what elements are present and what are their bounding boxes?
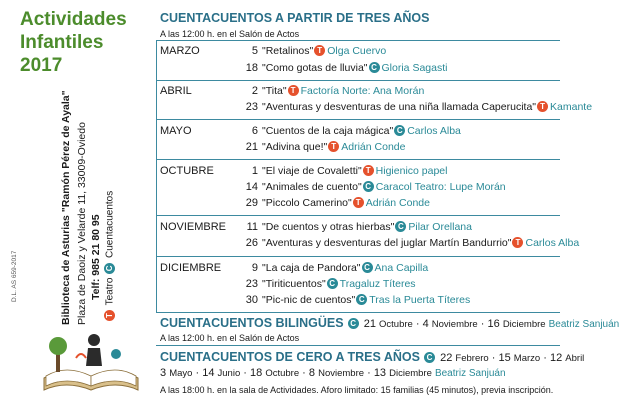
month-label: OCTUBRE [160, 165, 214, 177]
divider [156, 40, 157, 312]
zero-title: CUENTACUENTOS DE CERO A TRES AÑOS [160, 350, 420, 364]
date-month: Octubre [265, 368, 300, 379]
event-performer: Beatriz Sanjuán [434, 368, 506, 379]
theatre-icon: T [353, 197, 364, 208]
theatre-icon: T [314, 45, 325, 56]
date-month: Junio [217, 368, 241, 379]
divider [156, 256, 560, 257]
date-day: 18 [250, 367, 263, 379]
library-address: Plaza de Daoiz y Velarde 11, 33009-Oviedo [76, 122, 88, 325]
month-label: MARZO [160, 45, 200, 57]
event-performer: Pilar Orellana [408, 221, 472, 233]
event-title: "La caja de Pandora" [262, 262, 361, 274]
event-title: "Aventuras y desventuras de una niña llamada Caperucita" [262, 101, 537, 113]
event-row [238, 261, 428, 275]
date-month: Diciembre [389, 368, 432, 379]
storytelling-icon: C [348, 318, 359, 329]
event-day: 30 [245, 294, 258, 306]
date-day: 15 [498, 352, 511, 364]
event-performer: Higienico papel [375, 165, 448, 177]
divider [156, 345, 560, 346]
event-day: 6 [251, 125, 258, 137]
book-illustration-icon [36, 328, 146, 398]
legal-deposit: D.L. AS 659-2017 [11, 250, 18, 302]
storytelling-icon: C [327, 278, 338, 289]
section-title: CUENTACUENTOS A PARTIR DE TRES AÑOS [160, 11, 430, 25]
date-month: Marzo [513, 353, 541, 364]
date-day: 14 [202, 367, 215, 379]
bilingual-subtitle: A las 12:00 h. en el Salón de Actos [160, 333, 300, 343]
event-row [238, 124, 461, 138]
month-label: ABRIL [160, 85, 192, 97]
event-title: "Pic-nic de cuentos" [262, 294, 356, 306]
date-month: Noviembre [431, 319, 478, 330]
date-day: 16 [487, 318, 500, 330]
event-row [238, 180, 506, 194]
bilingual-line: CUENTACUENTOS BILINGÜES C 21 Octubre · 4 Noviembre · 16 Diciembre Beatriz Sanjuán [160, 316, 620, 330]
event-row [238, 164, 447, 178]
event-performer: Caracol Teatro: Lupe Morán [375, 181, 506, 193]
event-title: "Retalinos" [262, 45, 314, 57]
theatre-icon: T [512, 237, 523, 248]
event-row [238, 61, 447, 75]
zero-line-1: CUENTACUENTOS DE CERO A TRES AÑOS C 22 Febrero · 15 Marzo · 12 Abril [160, 350, 585, 364]
event-performer: Beatriz Sanjuán [548, 319, 620, 330]
event-performer: Ana Capilla [374, 262, 429, 274]
event-day: 9 [251, 262, 258, 274]
page-title [20, 8, 150, 77]
event-performer: Factoría Norte: Ana Morán [300, 85, 425, 97]
event-row [238, 84, 424, 98]
library-phone: Telf: 985 21 80 95 [90, 214, 102, 300]
event-row [238, 44, 386, 58]
legend-storytelling: Cuentacuentos [104, 190, 116, 259]
event-title: "Aventuras y desventuras del juglar Martín Bandurrio" [262, 237, 512, 249]
event-day: 1 [251, 165, 258, 177]
storytelling-icon: C [424, 352, 435, 363]
event-day: 26 [245, 237, 258, 249]
month-label: DICIEMBRE [160, 262, 222, 274]
divider [156, 119, 560, 120]
date-day: 4 [422, 318, 429, 330]
event-day: 11 [246, 221, 258, 233]
storytelling-icon: C [395, 221, 406, 232]
date-day: 13 [373, 367, 387, 379]
month-label: NOVIEMBRE [160, 221, 227, 233]
event-row [238, 293, 470, 307]
event-performer: Tras la Puerta Títeres [369, 294, 471, 306]
event-row [238, 236, 579, 250]
date-day: 3 [160, 367, 167, 379]
event-row [238, 277, 416, 291]
date-month: Abril [565, 353, 585, 364]
event-title: "Adivina que!" [262, 141, 328, 153]
event-title: "Como gotas de lluvia" [262, 62, 368, 74]
event-day: 5 [251, 45, 258, 57]
event-day: 23 [245, 278, 258, 290]
divider [156, 215, 560, 216]
legend [104, 191, 116, 322]
event-performer: Adrián Conde [365, 197, 430, 209]
event-performer: Carlos Alba [407, 125, 461, 137]
storytelling-icon: C [356, 294, 367, 305]
event-day: 14 [245, 181, 258, 193]
storytelling-icon: C [104, 263, 115, 274]
event-row [238, 100, 592, 114]
event-performer: Olga Cuervo [327, 45, 387, 57]
title-line-2: Infantiles [20, 32, 104, 53]
event-performer: Gloria Sagasti [381, 62, 448, 74]
storytelling-icon: C [363, 181, 374, 192]
event-title: "Animales de cuento" [262, 181, 362, 193]
event-row [238, 220, 472, 234]
event-row [238, 140, 405, 154]
event-performer: Adrián Conde [341, 141, 406, 153]
event-day: 18 [245, 62, 258, 74]
date-month: Mayo [169, 368, 193, 379]
event-day: 2 [251, 85, 258, 97]
event-day: 23 [245, 101, 258, 113]
library-name: Biblioteca de Asturias "Ramón Pérez de Ayala" [60, 90, 72, 325]
theatre-icon: T [288, 85, 299, 96]
theatre-icon: T [363, 165, 374, 176]
event-day: 29 [245, 197, 258, 209]
event-performer: Tragaluz Títeres [339, 278, 416, 290]
bilingual-title: CUENTACUENTOS BILINGÜES [160, 316, 344, 330]
zero-subtitle: A las 18:00 h. en la sala de Actividades. Aforo limitado: 15 familias (45 minutos), previa inscripción. [160, 385, 554, 395]
event-title: "Cuentos de la caja mágica" [262, 125, 394, 137]
event-title: "El viaje de Covaletti" [262, 165, 362, 177]
date-day: 21 [363, 318, 376, 330]
event-performer: Carlos Alba [525, 237, 580, 249]
event-title: "Piccolo Camerino" [262, 197, 352, 209]
date-month: Octubre [379, 319, 413, 330]
divider [156, 159, 560, 160]
storytelling-icon: C [369, 62, 380, 73]
divider [156, 312, 560, 313]
theatre-icon: T [537, 101, 548, 112]
storytelling-icon: C [394, 125, 405, 136]
date-month: Noviembre [318, 368, 365, 379]
theatre-icon: T [328, 141, 339, 152]
event-performer: Kamante [550, 101, 593, 113]
divider [156, 80, 560, 81]
theatre-icon: T [104, 310, 115, 321]
event-title: "De cuentos y otras hierbas" [262, 221, 395, 233]
divider [156, 40, 560, 41]
date-day: 12 [549, 352, 563, 364]
section-subtitle: A las 12:00 h. en el Salón de Actos [160, 29, 300, 39]
date-month: Febrero [455, 353, 489, 364]
zero-line-2: 3 Mayo · 14 Junio · 18 Octubre · 8 Noviembre · 13 Diciembre Beatriz Sanjuán [160, 367, 506, 379]
legend-theatre: Teatro [104, 277, 116, 306]
event-row [238, 196, 430, 210]
date-month: Diciembre [502, 319, 546, 330]
storytelling-icon: C [362, 262, 373, 273]
title-line-1: Actividades [20, 9, 127, 30]
month-label: MAYO [160, 125, 192, 137]
event-day: 21 [245, 141, 258, 153]
date-day: 8 [308, 367, 316, 379]
date-day: 22 [440, 352, 453, 364]
event-title: "Tiriticuentos" [262, 278, 326, 290]
title-year: 2017 [20, 55, 63, 76]
event-title: "Tita" [262, 85, 287, 97]
